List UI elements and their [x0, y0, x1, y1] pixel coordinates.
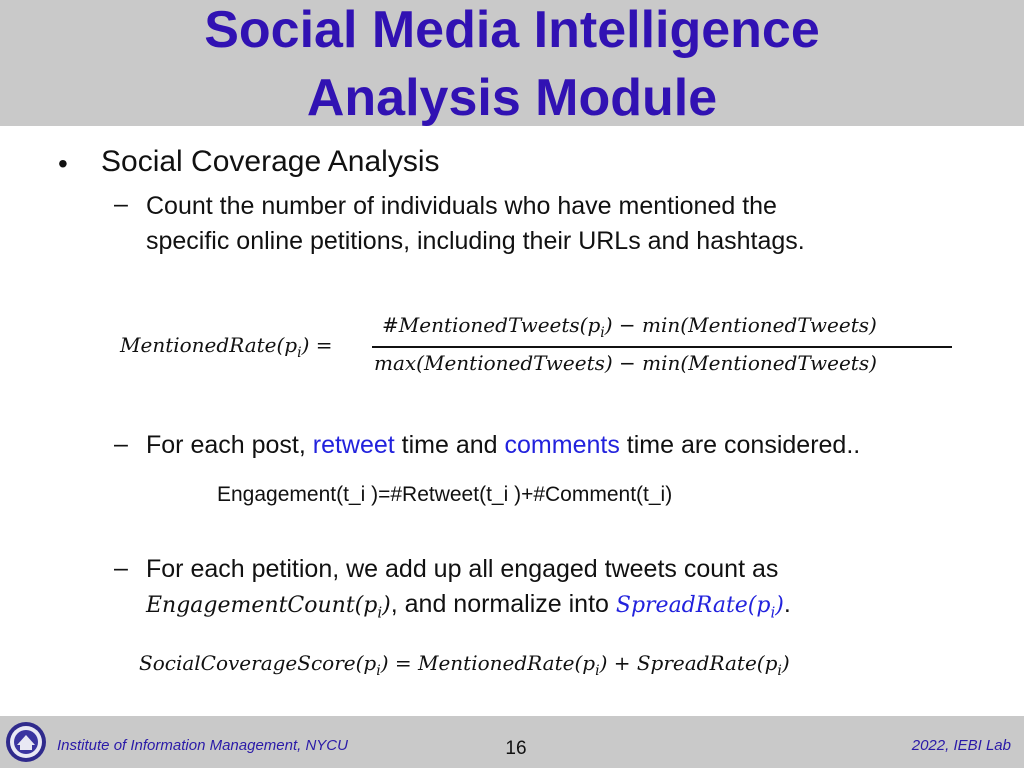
formula-social-coverage-score: $SocialCoverageScore(p_i)$ = $MentionedRate(p_i)$ + $SpreadRate(p_i)$ [139, 651, 790, 679]
bullet-dot: • [58, 148, 68, 179]
page-number: 16 [505, 738, 527, 759]
footer-institute: Institute of Information Management, NYCU [57, 737, 348, 754]
dash-marker-3: – [114, 554, 128, 582]
sub-bullet-count-line-2: specific online petitions, including their URLs and hashtags. [146, 227, 805, 255]
engagement-count-math: $EngagementCount(p_i)$ [146, 593, 391, 622]
fraction-bar [372, 346, 952, 348]
comments-highlight: comments [504, 431, 620, 459]
sub-bullet-petition-line-2: $EngagementCount(p_i)$, and normalize into $SpreadRate(p_i)$. [146, 590, 791, 622]
slide-title-line-2: Analysis Module [306, 69, 718, 127]
dash-marker-1: – [114, 190, 128, 218]
sub-bullet-petition-line-1: For each petition, we add up all engaged tweets count as [146, 555, 779, 583]
slide-title-line-1: Social Media Intelligence [204, 1, 820, 59]
nycu-logo-icon [5, 721, 47, 763]
retweet-highlight: retweet [312, 431, 395, 459]
dash-marker-2: – [114, 430, 128, 458]
engagement-formula: Engagement(t_i )=#Retweet(t_i )+#Comment(t_i) [217, 483, 673, 506]
formula-numerator: $\#MentionedTweets(p_i)$ − min(MentionedTweets) [382, 313, 877, 341]
sub-bullet-count-line-1: Count the number of individuals who have mentioned the [146, 192, 777, 220]
spread-rate-math: $SpreadRate(p_i)$ [615, 593, 784, 622]
sub-bullet-engagement: For each post, retweet time and comments time are considered.. [146, 431, 861, 459]
formula-mentioned-rate-lhs: $MentionedRate(p_i)$ = [120, 333, 333, 361]
bullet-social-coverage: Social Coverage Analysis [101, 145, 440, 178]
formula-denominator: max(MentionedTweets) − min(MentionedTweets) [374, 351, 877, 375]
footer-lab: 2022, IEBI Lab [911, 737, 1011, 754]
